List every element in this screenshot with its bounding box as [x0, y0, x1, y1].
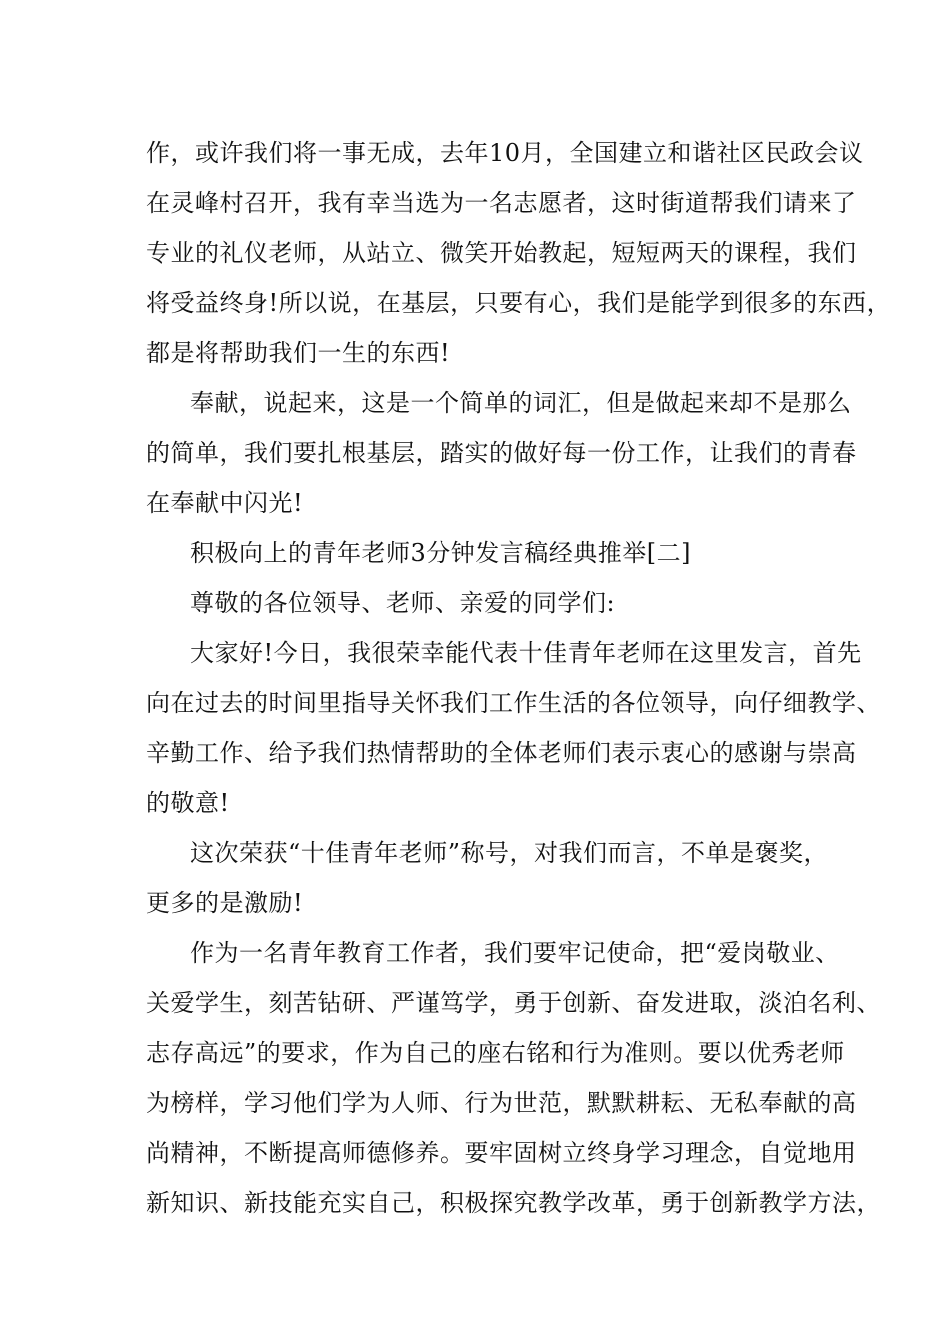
- text-line: 在奉献中闪光!: [146, 489, 304, 517]
- paragraph-start-line: 大家好!今日，我很荣幸能代表十佳青年老师在这里发言，首先: [190, 639, 862, 667]
- text-line: 新知识、新技能充实自己，积极探究教学改革，勇于创新教学方法，: [146, 1189, 881, 1217]
- text-line: 都是将帮助我们一生的东西!: [146, 339, 451, 367]
- text-line: 作，或许我们将一事无成，去年10月，全国建立和谐社区民政会议: [146, 139, 864, 167]
- text-line: 更多的是激励!: [146, 889, 304, 917]
- text-line: 关爱学生，刻苦钻研、严谨笃学，勇于创新、奋发进取，淡泊名利、: [146, 989, 881, 1017]
- text-line: 在灵峰村召开，我有幸当选为一名志愿者，这时街道帮我们请来了: [146, 189, 857, 217]
- section-heading: 积极向上的青年老师3分钟发言稿经典推举[二]: [190, 539, 691, 567]
- paragraph-start-line: 奉献，说起来，这是一个简单的词汇，但是做起来却不是那么: [190, 389, 852, 417]
- paragraph-start-line: 这次荣获“十佳青年老师”称号，对我们而言，不单是褒奖，: [190, 839, 829, 867]
- text-line: 向在过去的时间里指导关怀我们工作生活的各位领导，向仔细教学、: [146, 689, 881, 717]
- text-line: 将受益终身!所以说，在基层，只要有心，我们是能学到很多的东西，: [146, 289, 892, 317]
- paragraph-start-line: 作为一名青年教育工作者，我们要牢记使命，把“爱岗敬业、: [190, 939, 840, 967]
- text-line: 为榜样，学习他们学为人师、行为世范，默默耕耘、无私奉献的高: [146, 1089, 857, 1117]
- text-line: 辛勤工作、给予我们热情帮助的全体老师们表示衷心的感谢与崇高: [146, 739, 857, 767]
- text-line: 尚精神，不断提高师德修养。要牢固树立终身学习理念，自觉地用: [146, 1139, 857, 1167]
- text-line: 的敬意!: [146, 789, 230, 817]
- salutation: 尊敬的各位领导、老师、亲爱的同学们:: [190, 589, 616, 617]
- text-line: 专业的礼仪老师，从站立、微笑开始教起，短短两天的课程，我们: [146, 239, 857, 267]
- text-line: 的简单，我们要扎根基层，踏实的做好每一份工作，让我们的青春: [146, 439, 857, 467]
- text-line: 志存高远”的要求，作为自己的座右铭和行为准则。要以优秀老师: [146, 1039, 845, 1067]
